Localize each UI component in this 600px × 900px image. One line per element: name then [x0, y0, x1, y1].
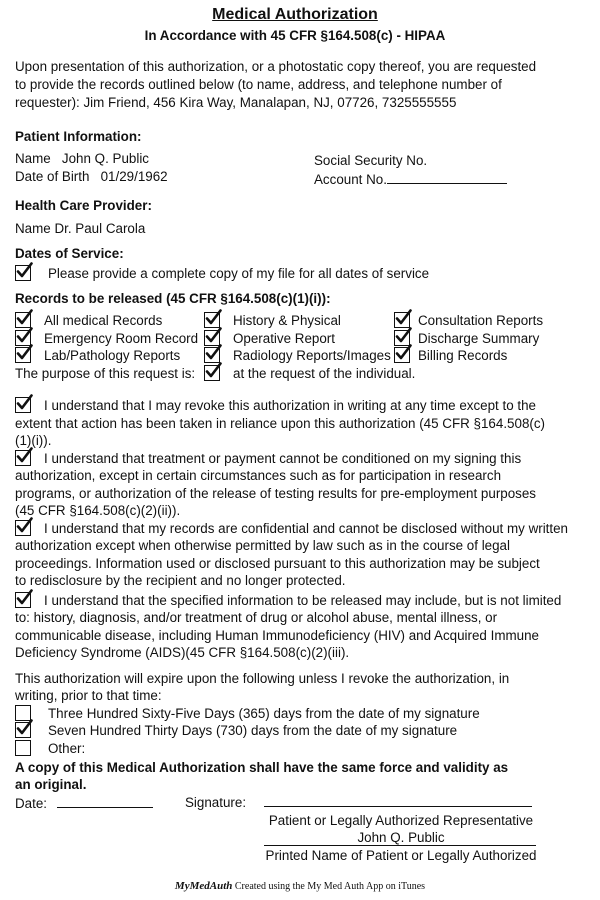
account-row — [314, 170, 507, 189]
expiration-option-other: Other: — [48, 741, 86, 756]
statement-2-line-2: authorization, except in certain circumstances such as for participation in research — [15, 468, 502, 483]
patient-dob-row — [15, 168, 168, 186]
date-field[interactable] — [57, 794, 153, 808]
record-checkbox-consultation[interactable] — [394, 312, 410, 328]
check-mark-icon — [16, 447, 33, 464]
representative-label: Patient or Legally Authorized Representative — [268, 813, 534, 828]
printed-name-label: Printed Name of Patient or Legally Authorized — [265, 848, 537, 863]
check-mark-icon — [16, 517, 33, 534]
patient-name-value: John Q. Public — [61, 151, 149, 166]
expiration-line-2: writing, prior to that time: — [15, 688, 162, 703]
check-mark-icon — [16, 327, 33, 344]
expiration-option-730: Seven Hundred Thirty Days (730) days from the date of my signature — [48, 723, 458, 738]
record-label-emergency-room: Emergency Room Record — [44, 331, 199, 346]
check-mark-icon — [205, 327, 222, 344]
record-label-lab-pathology: Lab/Pathology Reports — [44, 348, 181, 363]
statement-4-checkbox[interactable] — [15, 592, 31, 608]
record-label-all-medical: All medical Records — [44, 313, 163, 328]
ssn-label: Social Security No. — [314, 153, 428, 168]
statement-3-line-4: to redisclosure by the recipient and no longer protected. — [15, 573, 346, 588]
statement-2-line-1: I understand that treatment or payment cannot be conditioned on my signing this — [44, 451, 522, 466]
footer-text: Created using the My Med Auth App on iTunes — [234, 881, 426, 892]
statement-1-line-1: I understand that I may revoke this authorization in writing at any time except to the — [44, 398, 536, 413]
check-mark-icon — [16, 309, 33, 326]
record-checkbox-radiology[interactable] — [204, 347, 220, 363]
patient-name-row — [15, 150, 149, 168]
expiration-option-365: Three Hundred Sixty-Five Days (365) days from the date of my signature — [48, 706, 480, 721]
document-title: Medical Authorization — [212, 6, 378, 23]
provider-name-value: Dr. Paul Carola — [54, 221, 146, 236]
statement-4-line-2: to: history, diagnosis, and/or treatment of drug or alcohol abuse, mental illness, or — [15, 610, 498, 625]
statement-1-checkbox[interactable] — [15, 397, 31, 413]
purpose-value: at the request of the individual. — [233, 366, 416, 381]
check-mark-icon — [16, 719, 33, 736]
intro-line-2: to provide the records outlined below (to name, address, and telephone number of — [15, 77, 502, 92]
statement-4-line-4: Deficiency Syndrome (AIDS)(45 CFR §164.508(c)(2)(iii). — [15, 645, 350, 660]
record-label-radiology: Radiology Reports/Images — [233, 348, 391, 363]
printed-name-value: John Q. Public — [357, 830, 445, 845]
intro-line-1: Upon presentation of this authorization, or a photostatic copy thereof, you are requested — [15, 59, 537, 74]
statement-2-line-3: programs, or authorization of the release of testing results for pre-employment purposes — [15, 486, 537, 501]
record-checkbox-lab-pathology[interactable] — [15, 347, 31, 363]
statement-2-line-4: (45 CFR §164.508(c)(2)(ii)). — [15, 503, 181, 518]
record-checkbox-all-medical[interactable] — [15, 312, 31, 328]
expiration-line-1: This authorization will expire upon the following unless I revoke the authorization, in — [15, 671, 510, 686]
printed-name-line[interactable] — [264, 845, 536, 846]
check-mark-icon — [16, 344, 33, 361]
intro-line-3: requester): Jim Friend, 456 Kira Way, Manalapan, NJ, 07726, 7325555555 — [15, 95, 457, 110]
record-label-history-physical: History & Physical — [233, 313, 341, 328]
document-subtitle: In Accordance with 45 CFR §164.508(c) - HIPAA — [144, 28, 446, 43]
expiration-checkbox-other[interactable] — [15, 740, 31, 756]
date-label: Date: — [15, 796, 48, 811]
statement-1-line-2: extent that action has been taken in reliance upon this authorization (45 CFR §164.508(c) — [15, 416, 546, 431]
footer-logo: MyMedAuth — [174, 880, 233, 892]
records-heading: Records to be released (45 CFR §164.508(c)(1)(i)): — [15, 291, 331, 306]
copy-notice-line-2: an original. — [15, 777, 87, 792]
record-checkbox-billing[interactable] — [394, 347, 410, 363]
signature-label: Signature: — [185, 795, 247, 810]
dates-of-service-option: Please provide a complete copy of my file for all dates of service — [48, 266, 430, 281]
check-mark-icon — [16, 394, 33, 411]
signature-line[interactable] — [264, 806, 532, 807]
check-mark-icon — [205, 309, 222, 326]
record-label-discharge: Discharge Summary — [418, 331, 540, 346]
statement-3-line-2: authorization except when otherwise permitted by law such as in the course of legal — [15, 538, 510, 553]
footer — [0, 880, 600, 892]
purpose-label: The purpose of this request is: — [15, 366, 196, 381]
provider-name-label: Name — [15, 221, 51, 236]
patient-heading: Patient Information: — [15, 129, 142, 144]
check-mark-icon — [16, 589, 33, 606]
record-label-billing: Billing Records — [418, 348, 508, 363]
statement-2-checkbox[interactable] — [15, 450, 31, 466]
statement-4-line-1: I understand that the specified information to be released may include, but is not limited — [44, 593, 562, 608]
statement-3-checkbox[interactable] — [15, 520, 31, 536]
provider-heading: Health Care Provider: — [15, 198, 152, 213]
purpose-checkbox[interactable] — [204, 365, 220, 381]
statement-3-line-3: proceedings. Information used or disclosed pursuant to this authorization may be subject — [15, 556, 540, 571]
statement-4-line-3: communicable disease, including Human Immunodeficiency (HIV) and Acquired Immune — [15, 628, 539, 643]
check-mark-icon — [205, 344, 222, 361]
account-label: Account No. — [314, 172, 387, 187]
check-mark-icon — [16, 262, 33, 279]
check-mark-icon — [395, 309, 412, 326]
statement-1-line-3: (1)(i)). — [15, 433, 52, 448]
check-mark-icon — [395, 327, 412, 344]
check-mark-icon — [395, 344, 412, 361]
check-mark-icon — [205, 362, 222, 379]
provider-name-row — [15, 220, 145, 238]
account-field[interactable] — [387, 170, 507, 184]
expiration-checkbox-730[interactable] — [15, 722, 31, 738]
record-label-operative: Operative Report — [233, 331, 335, 346]
copy-notice-line-1: A copy of this Medical Authorization shall have the same force and validity as — [15, 760, 509, 775]
dates-of-service-heading: Dates of Service: — [15, 246, 124, 261]
patient-name-label: Name — [15, 151, 51, 166]
patient-dob-value: 01/29/1962 — [100, 169, 168, 184]
record-checkbox-history-physical[interactable] — [204, 312, 220, 328]
date-row — [15, 794, 153, 813]
record-label-consultation: Consultation Reports — [418, 313, 544, 328]
dates-of-service-checkbox[interactable] — [15, 265, 31, 281]
statement-3-line-1: I understand that my records are confidential and cannot be disclosed without my written — [44, 521, 569, 536]
patient-dob-label: Date of Birth — [15, 169, 90, 184]
